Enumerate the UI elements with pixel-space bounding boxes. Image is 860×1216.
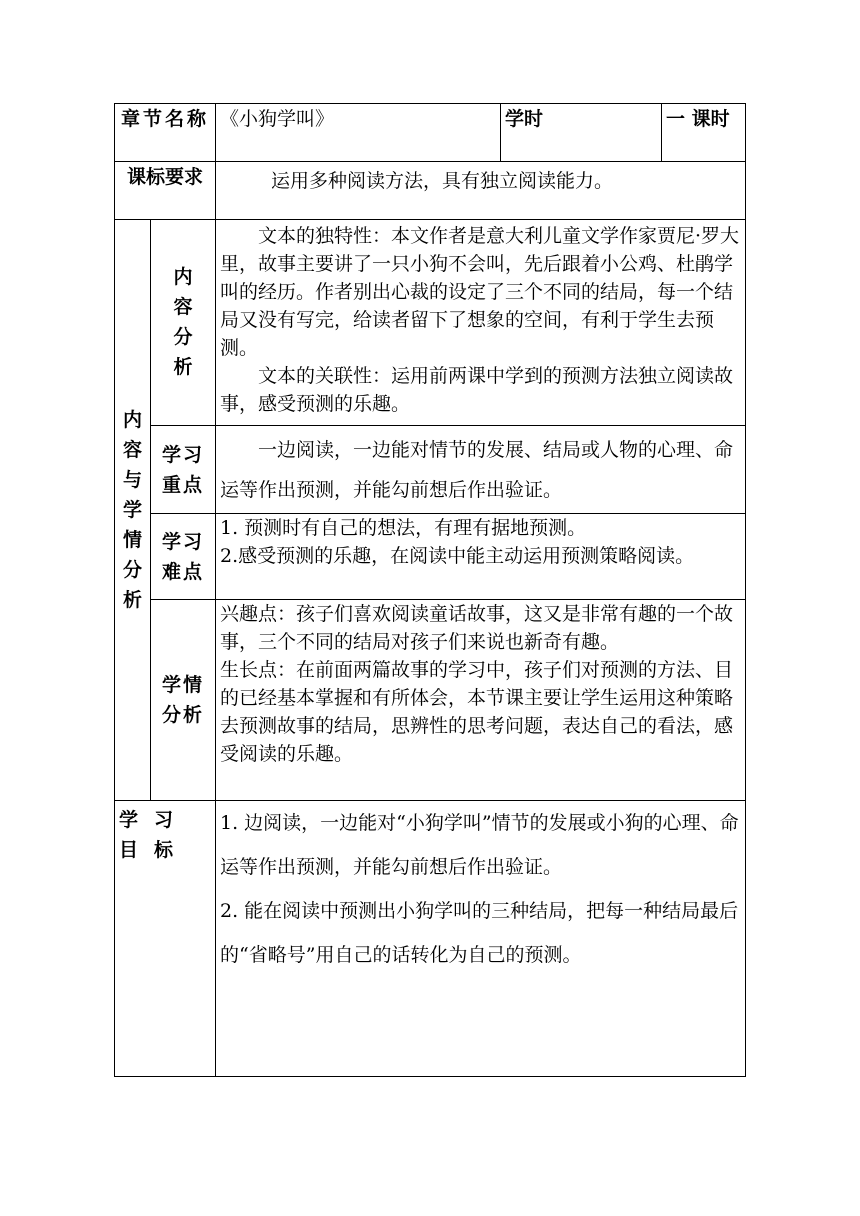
class-hours-label: 学时 xyxy=(501,104,662,162)
difficulty-text: 1. 预测时有自己的想法，有理有据地预测。 2.感受预测的乐趣，在阅读中能主动运用预测策略阅读。 xyxy=(216,514,746,600)
focus-row xyxy=(115,426,746,514)
learner-text: 兴趣点：孩子们喜欢阅读童话故事，这又是非常有趣的一个故事，三个不同的结局对孩子们来说也新奇有趣。 生长点：在前面两篇故事的学习中，孩子们对预测的方法、目的已经基本掌握和有所体会，本节课主要让学生运用这种策略去预测故事的结局，思辨性的思考问题，表达自己的看法，感受阅读的乐趣。 xyxy=(216,600,746,801)
uniqueness-paragraph: 文本的独特性：本文作者是意大利儿童文学作家贾尼·罗大里，故事主要讲了一只小狗不会叫，先后跟着小公鸡、杜鹃学叫的经历。作者别出心裁的设定了三个不同的结局，每一个结局又没有写完，给读者留下了想象的空间，有利于学生去预测。 xyxy=(220,225,740,359)
standard-row xyxy=(115,162,746,220)
objectives-text: 1. 边阅读，一边能对“小狗学叫”情节的发展或小狗的心理、命运等作出预测，并能勾前想后作出验证。 2. 能在阅读中预测出小狗学叫的三种结局，把每一种结局最后的“省略号”用自己的话转化为自己的预测。 xyxy=(216,801,746,1077)
chapter-row xyxy=(115,104,746,162)
section-label: 内 容 与 学 情 分 析 xyxy=(115,220,151,801)
standard-text: 运用多种阅读方法，具有独立阅读能力。 xyxy=(216,162,746,220)
content-analysis-row xyxy=(115,220,746,426)
difficulty-label: 学习难点 xyxy=(151,514,216,600)
focus-text: 一边阅读，一边能对情节的发展、结局或人物的心理、命运等作出预测，并能勾前想后作出验证。 xyxy=(216,426,746,514)
class-hours-value: 一 课时 xyxy=(662,104,746,162)
content-analysis-text xyxy=(216,220,746,426)
learner-label: 学情分析 xyxy=(151,600,216,801)
objectives-row xyxy=(115,801,746,1077)
relevance-paragraph: 文本的关联性：运用前两课中学到的预测方法独立阅读故事，感受预测的乐趣。 xyxy=(220,365,734,415)
content-analysis-label: 内 容 分 析 xyxy=(151,220,216,426)
lesson-plan-table xyxy=(114,103,746,1077)
learner-row xyxy=(115,600,746,801)
chapter-title: 《小狗学叫》 xyxy=(216,104,501,162)
chapter-name-label: 章节名称 xyxy=(115,104,216,162)
standard-label: 课标要求 xyxy=(115,162,216,220)
difficulty-row xyxy=(115,514,746,600)
focus-label: 学习重点 xyxy=(151,426,216,514)
objectives-label: 学习目标 xyxy=(115,801,216,1077)
